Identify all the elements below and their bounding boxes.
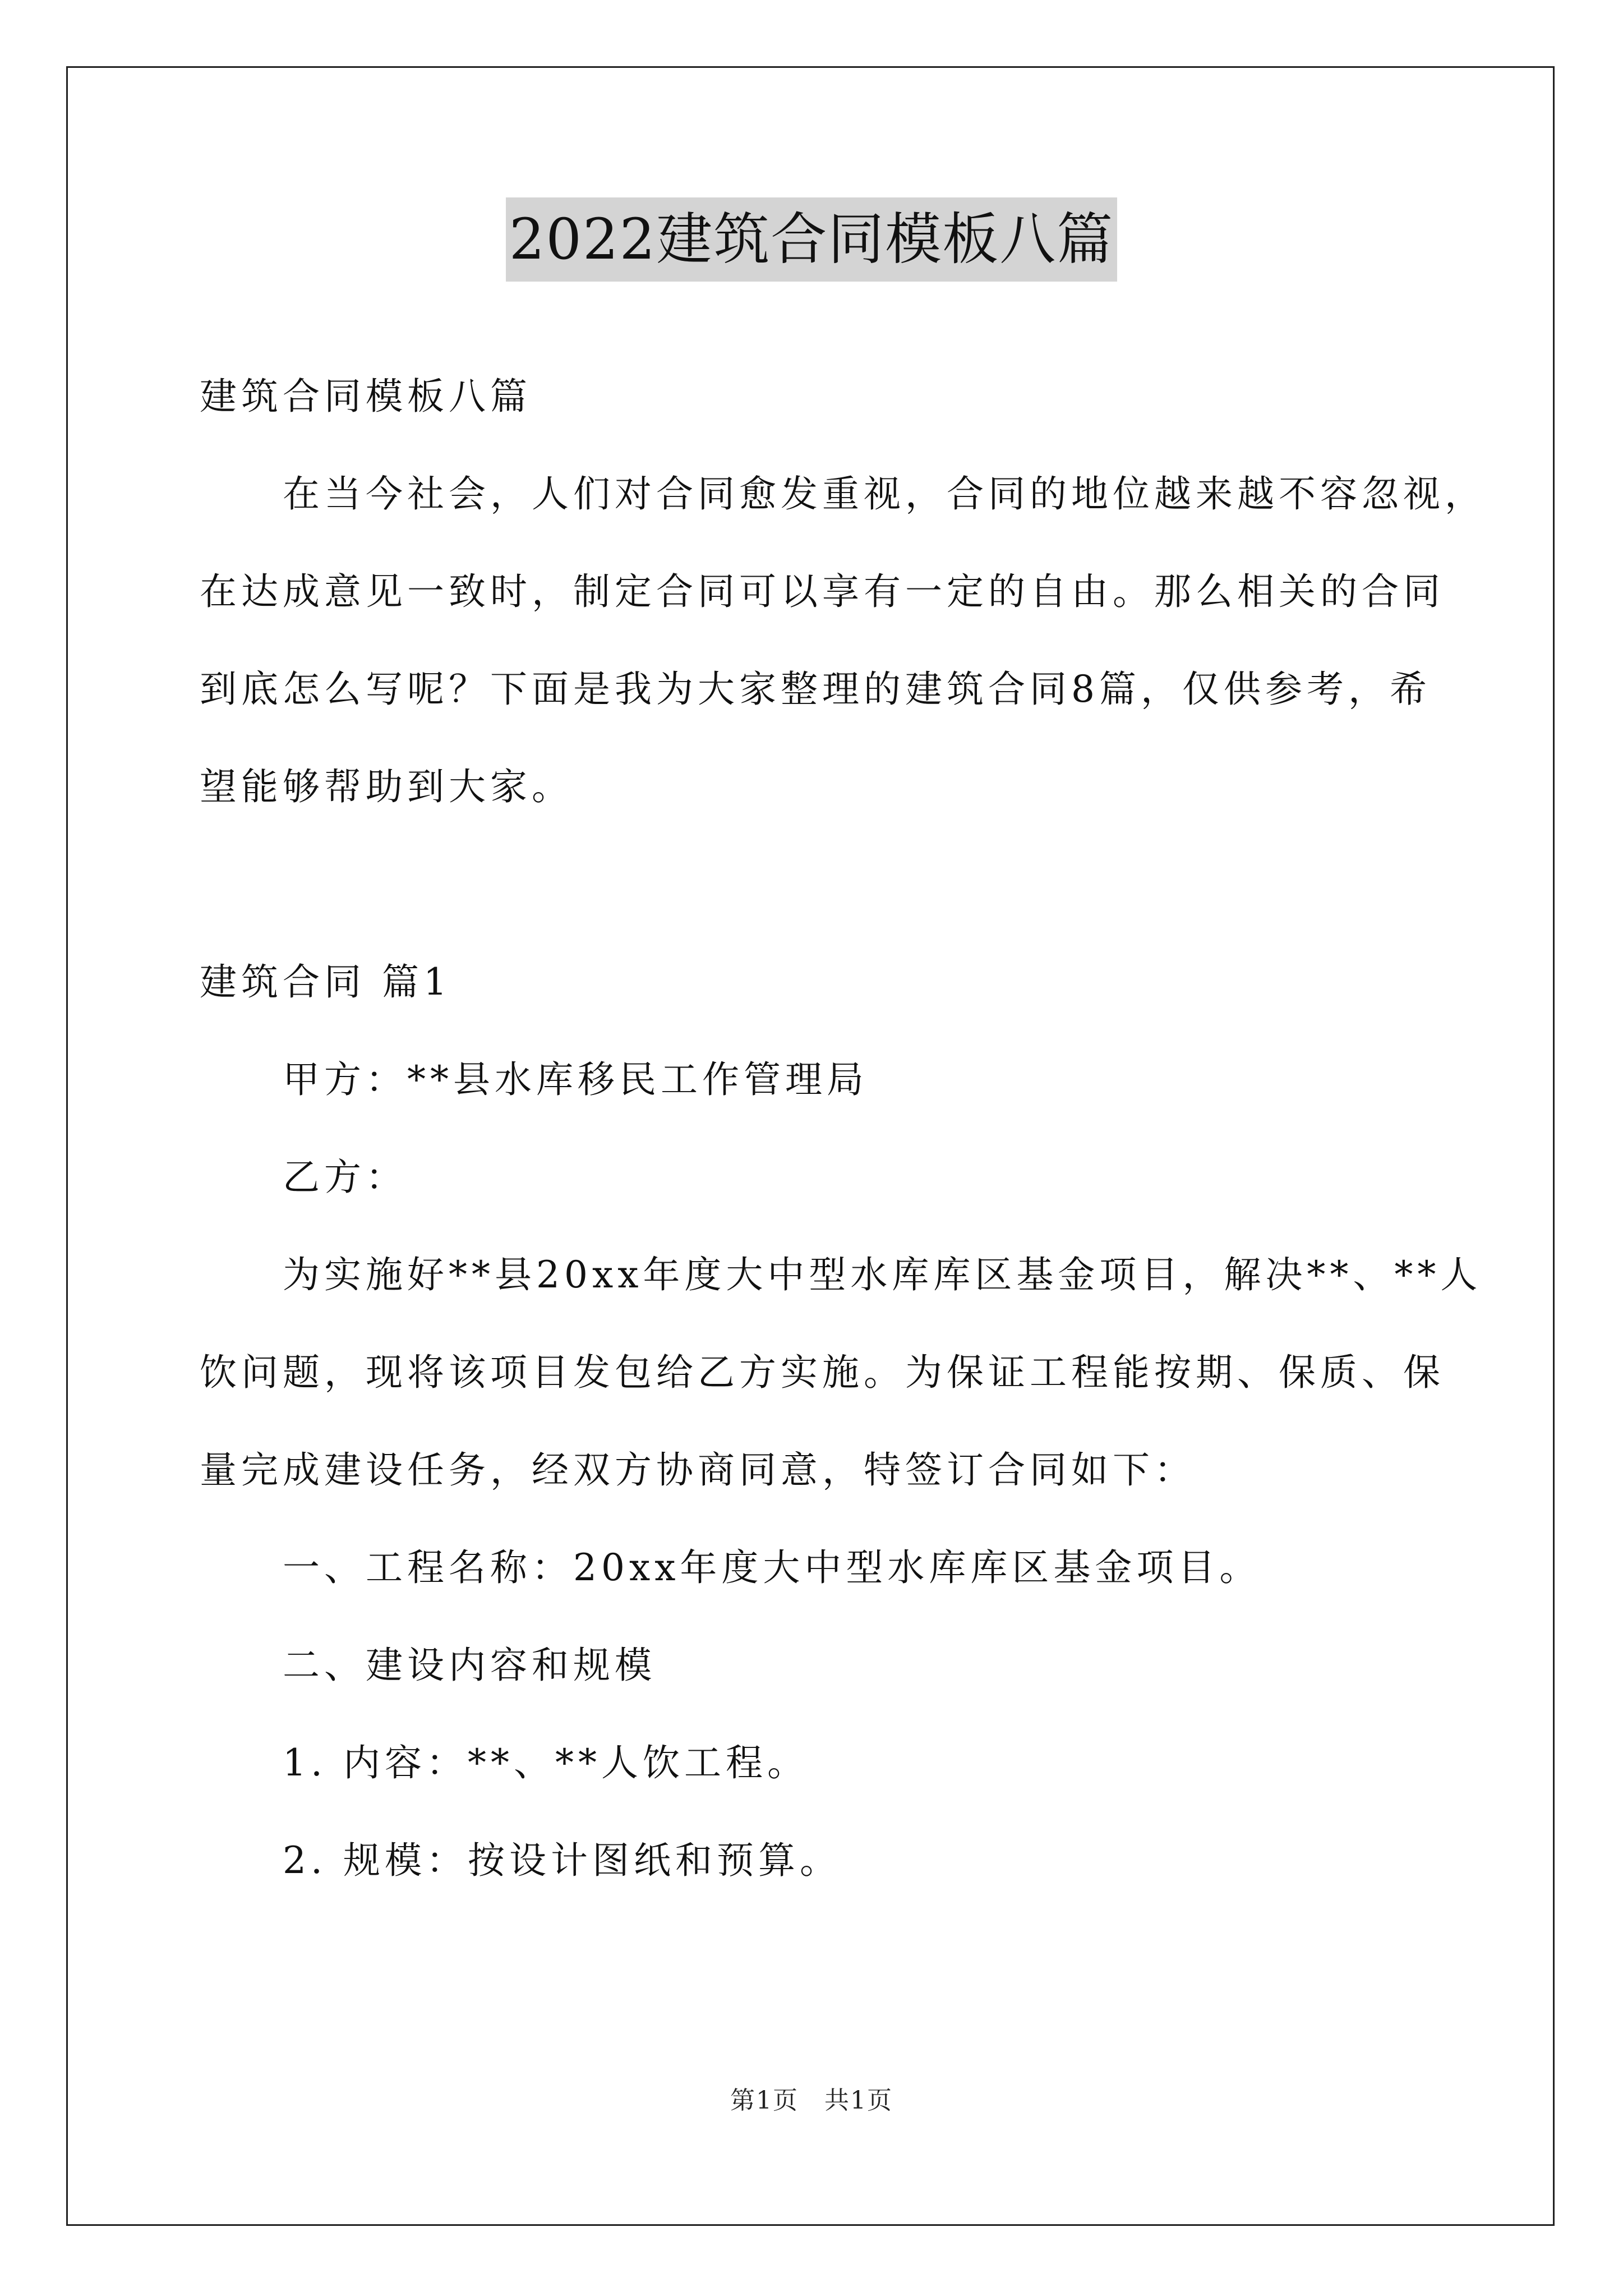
document-body [200,348,1486,1910]
purpose-line-3: 量完成建设任务，经双方协商同意，特签订合同如下： [200,1448,1196,1492]
document-title: 2022建筑合同模板八篇 [506,197,1118,282]
title-container [0,197,1623,282]
purpose-line-1: 为实施好**县20xx年度大中型水库库区基金项目，解决**、**人 [283,1253,1482,1296]
spacer [200,836,1450,933]
intro-line-1: 在当今社会，人们对合同愈发重视，合同的地位越来越不容忽视， [283,472,1486,516]
section-heading: 建筑合同 篇1 [200,960,451,1004]
intro-line-3: 到底怎么写呢？下面是我为大家整理的建筑合同8篇，仅供参考，希 [200,668,1431,711]
party-b: 乙方： [283,1156,407,1199]
purpose-line-2: 饮问题，现将该项目发包给乙方实施。为保证工程能按期、保质、保 [200,1351,1445,1394]
intro-line-4: 望能够帮助到大家。 [200,765,573,808]
item-1: 1. 内容：**、**人饮工程。 [283,1741,809,1784]
item-2: 2. 规模：按设计图纸和预算。 [283,1839,841,1882]
intro-line-2: 在达成意见一致时，制定合同可以享有一定的自由。那么相关的合同 [200,570,1445,613]
subtitle: 建筑合同模板八篇 [200,375,532,418]
clause-1: 一、工程名称：20xx年度大中型水库库区基金项目。 [283,1546,1261,1589]
page-footer: 第1页 共1页 [730,2086,893,2115]
clause-2: 二、建设内容和规模 [283,1644,656,1687]
party-a: 甲方：**县水库移民工作管理局 [283,1058,868,1101]
